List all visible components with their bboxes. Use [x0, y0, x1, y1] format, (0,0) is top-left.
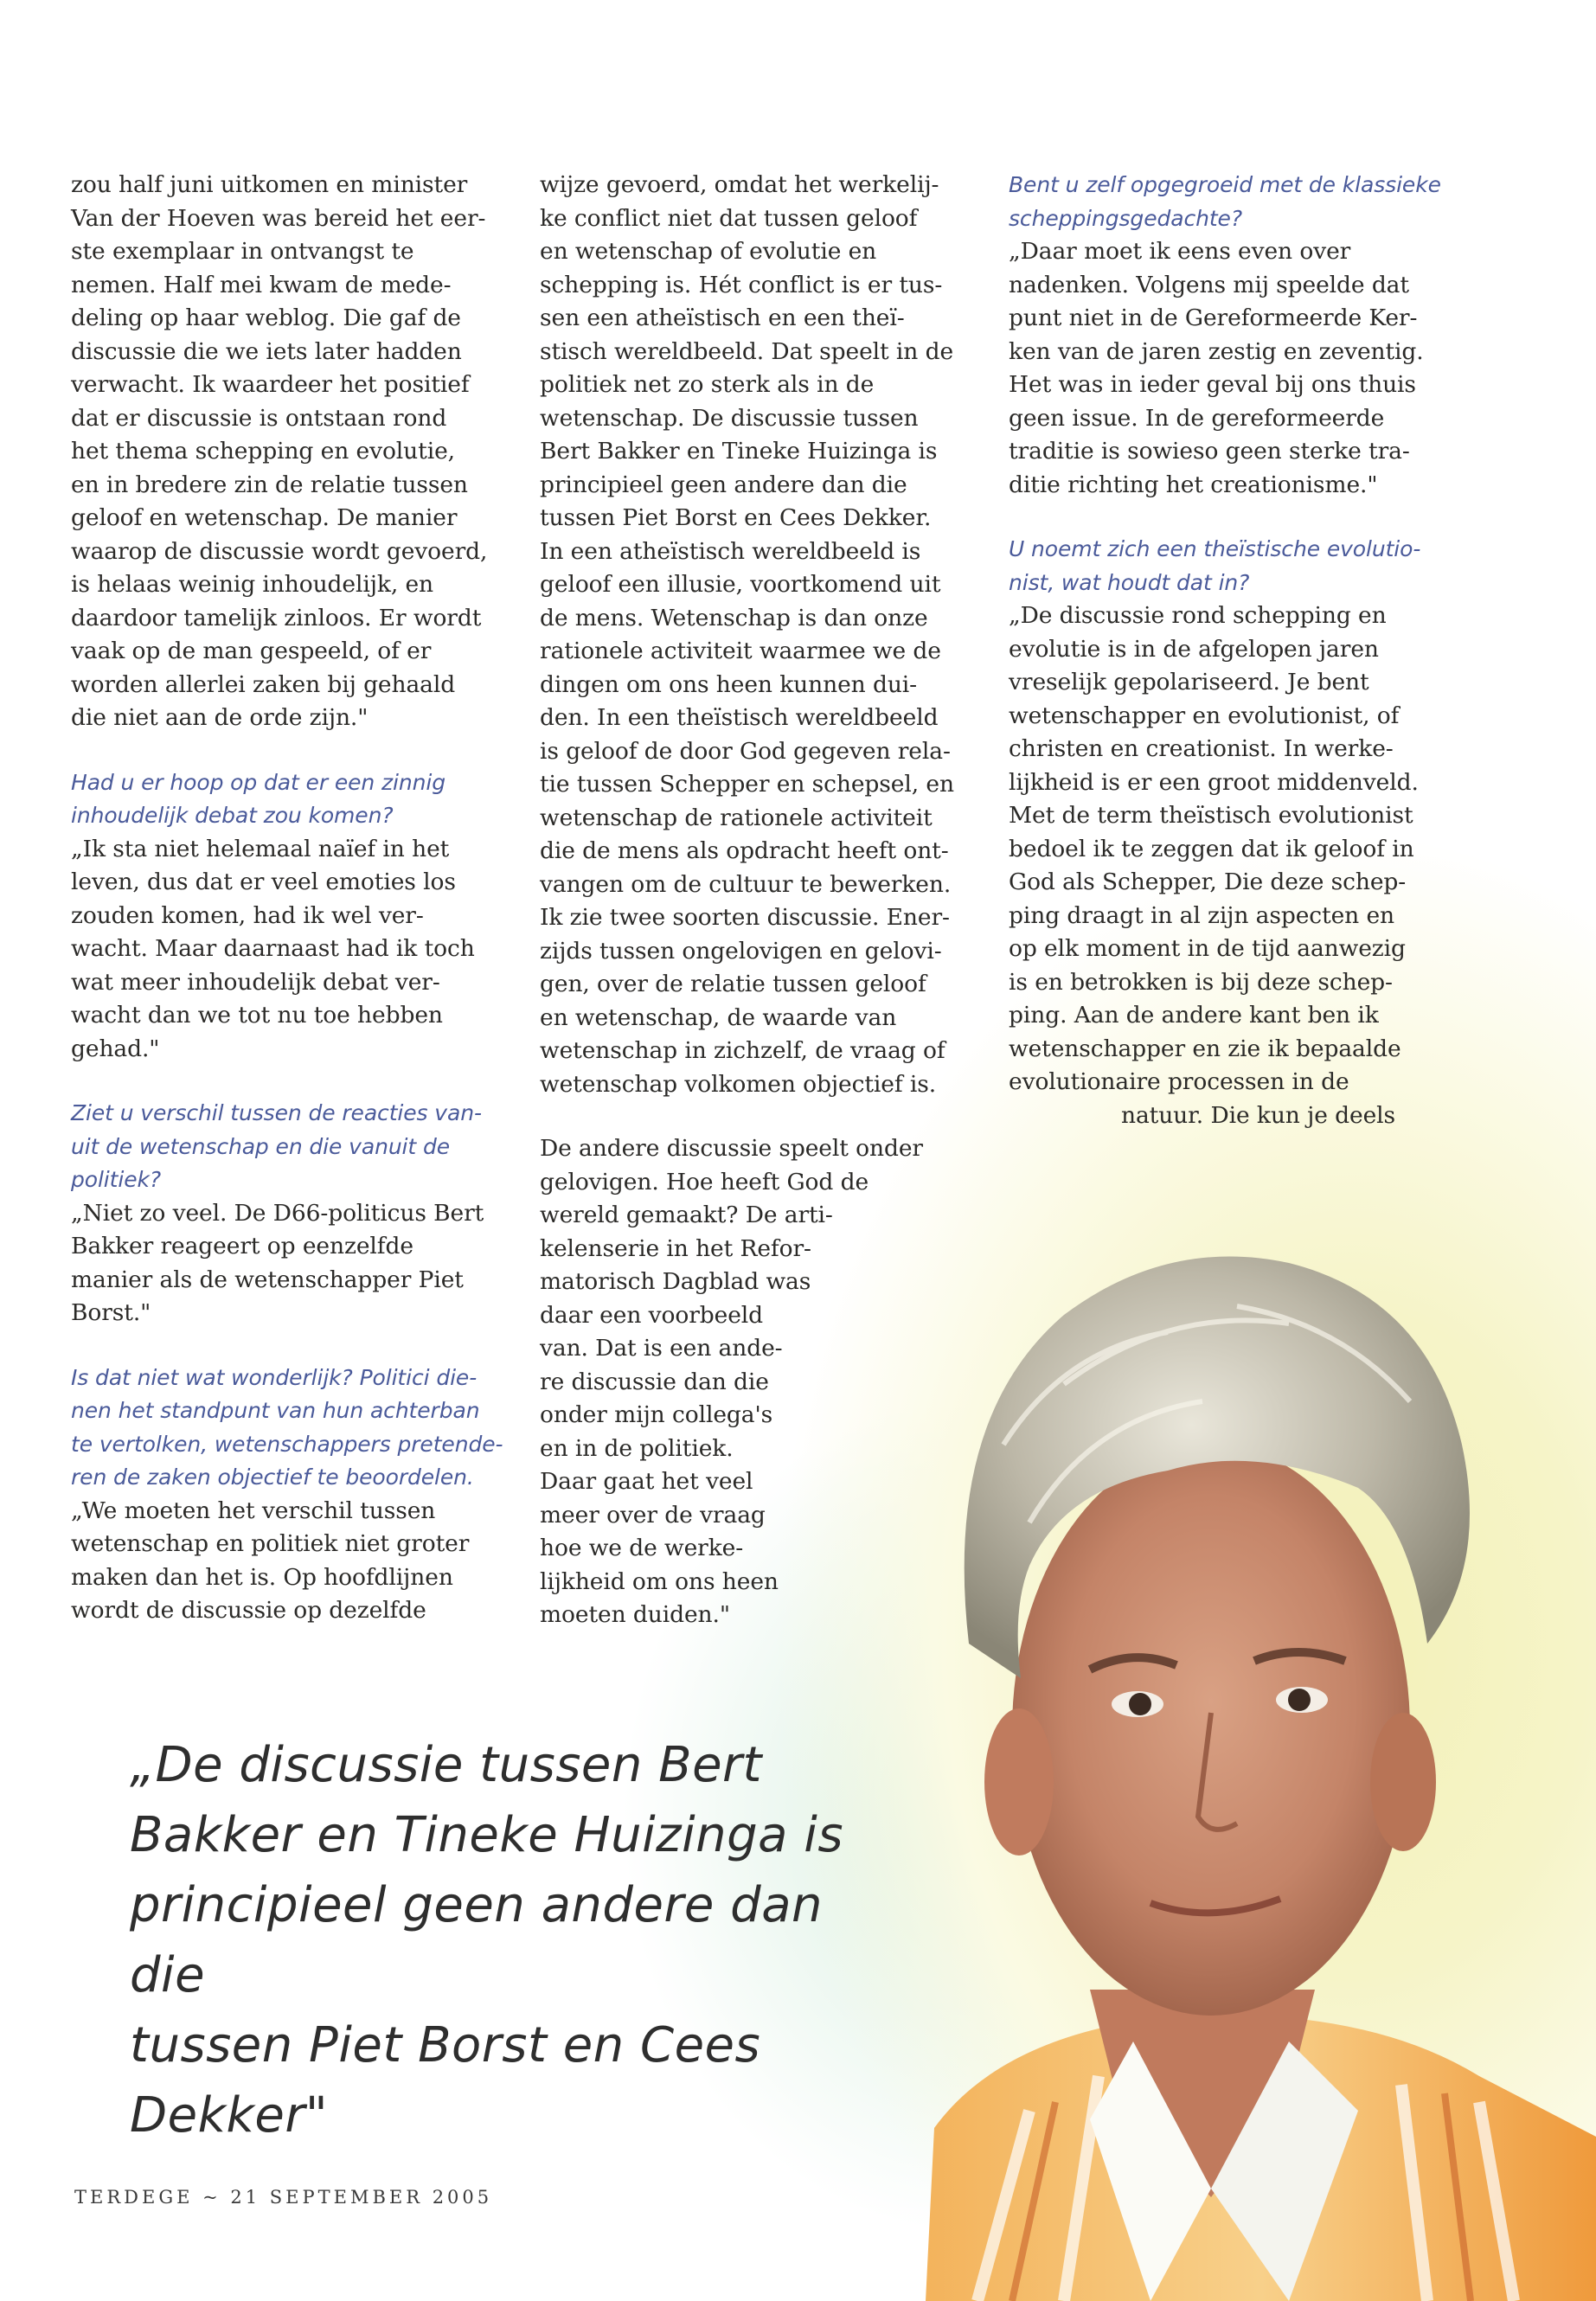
paragraph-gap: [540, 1101, 972, 1132]
paragraph: „De discussie rond schepping en evolutie is in de afgelopen jaren vreselijk gepolariseerd. Je bent wetenschapper en evolutionist, of christen en creationist. In werke- lijkheid is er een groot middenveld. Met de term theïstisch evolutionist bedoel ik te zeggen dat ik geloof in God als Schepper, Die deze schep- ping draagt in al zijn aspecten en op elk moment in de tijd aanwezig is en betrokken is bij deze schep- ping. Aan de andere kant ben ik wetenschapper en zie ik bepaalde evolutionaire processen in de: [1009, 602, 1419, 1095]
paragraph: „Daar moet ik eens even over nadenken. Volgens mij speelde dat punt niet in de Gereformeerde Ker- ken van de jaren zestig en zeventig. Het was in ieder geval bij ons thuis geen issue. In de gereformeerde traditie is sowieso geen sterke tra- ditie richting het creationisme.": [1009, 238, 1424, 498]
paragraph: zou half juni uitkomen en minister Van der Hoeven was bereid het eer- ste exemplaar in ontvangst te nemen. Half mei kwam de mede- deling op haar weblog. Die gaf de discussie die we iets later hadden verwacht. Ik waardeer het positief dat er discussie is ontstaan rond het thema schepping en evolutie, en in bredere zin de relatie tussen geloof en wetenschap. De manier waarop de discussie wordt gevoerd, is helaas weinig inhoudelijk, en daardoor tamelijk zinloos. Er wordt vaak op de man gespeeld, of er worden allerlei zaken bij gehaald die niet aan de orde zijn.": [71, 171, 488, 731]
paragraph: natuur. Die kun je deels: [1121, 1101, 1396, 1129]
interview-question: Is dat niet wat wonderlijk? Politici die- nen het standpunt van hun achterban te vertolken, wetenschappers pretende- ren de zaken objectief te beoordelen.: [71, 1364, 503, 1490]
interview-question: Ziet u verschil tussen de reacties van- uit de wetenschap en die vanuit de politiek?: [71, 1100, 482, 1192]
paragraph: „We moeten het verschil tussen wetenschap en politiek niet groter maken dan het is. Op hoofdlijnen wordt de discussie op dezelfde: [71, 1497, 470, 1624]
article-column-1: [71, 169, 521, 1628]
article-column-3: [1009, 169, 1458, 1132]
interview-question: Had u er hoop op dat er een zinnig inhoudelijk debat zou komen?: [71, 769, 445, 828]
page-footer: TERDEGE ~ 21 SEPTEMBER 2005: [74, 2187, 493, 2208]
pull-quote: „De discussie tussen Bert Bakker en Tineke Huizinga is principieel geen andere dan die tussen Piet Borst en Cees Dekker": [130, 1737, 844, 2144]
paragraph: „Ik sta niet helemaal naïef in het leven, dus dat er veel emoties los zouden komen, had ik wel ver- wacht. Maar daarnaast had ik toch wat meer inhoudelijk debat ver- wacht dan we tot nu toe hebben gehad.": [71, 835, 475, 1062]
paragraph: wijze gevoerd, omdat het werkelij- ke conflict niet dat tussen geloof en wetenschap of evolutie en schepping is. Hét conflict is er tus- sen een atheïstisch en een theï- stisch wereldbeeld. Dat speelt in de politiek net zo sterk als in de wetenschap. De discussie tussen Bert Bakker en Tineke Huizinga is principieel geen andere dan die tussen Piet Borst en Cees Dekker. In een atheïstisch wereldbeeld is geloof een illusie, voortkomend uit de mens. Wetenschap is dan onze rationele activiteit waarmee we de dingen om ons heen kunnen dui- den. In een theïstisch wereldbeeld is geloof de door God gegeven rela- tie tussen Schepper en schepsel, en wetenschap de rationele activiteit die de mens als opdracht heeft ont- vangen om de cultuur te bewerken. Ik zie twee soorten discussie. Ener- zijds tussen ongelovigen en gelovi- gen, over de relatie tussen geloof en wetenschap, de waarde van wetenschap in zichzelf, de vraag of wetenschap volkomen objectief is.: [540, 171, 954, 1098]
paragraph: „Niet zo veel. De D66-politicus Bert Bakker reageert op eenzelfde manier als de wetenschapper Piet Borst.": [71, 1199, 484, 1326]
paragraph: De andere discussie speelt onder gelovigen. Hoe heeft God de wereld gemaakt? De arti- kelenserie in het Refor- matorisch Dagblad was daar een voorbeeld van. Dat is een ande- re discussie dan die onder mijn collega's en in de politiek. Daar gaat het veel meer over de vraag hoe we de werke- lijkheid om ons heen moeten duiden.": [540, 1135, 923, 1628]
interview-question: U noemt zich een theïstische evolutio- nist, wat houdt dat in?: [1009, 536, 1421, 595]
interview-question: Bent u zelf opgegroeid met de klassieke scheppingsgedachte?: [1009, 172, 1441, 231]
article-column-2: [540, 169, 972, 1632]
